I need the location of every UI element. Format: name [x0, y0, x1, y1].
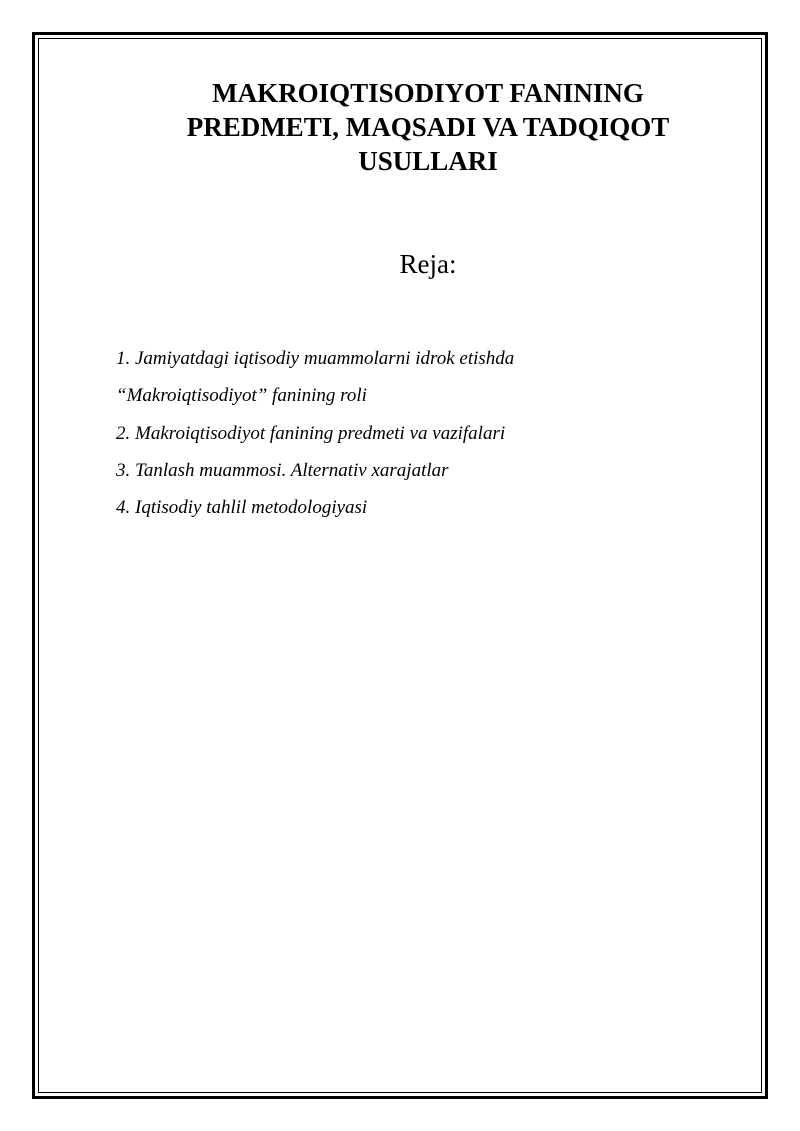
- title-line-1: MAKROIQTISODIYOT FANINING: [212, 78, 644, 108]
- plan-item-4: 4. Iqtisodiy tahlil metodologiyasi: [116, 497, 368, 519]
- document-title: [140, 76, 716, 178]
- title-line-2: PREDMETI, MAQSADI VA TADQIQOT: [186, 112, 670, 142]
- plan-heading: Reja:: [399, 249, 457, 279]
- plan-item-1-continued: “Makroiqtisodiyot” fanining roli: [116, 385, 367, 407]
- plan-item-2: 2. Makroiqtisodiyot fanining predmeti va vazifalari: [116, 422, 506, 444]
- page-border-inner: [38, 38, 762, 1093]
- title-line-3: USULLARI: [358, 146, 498, 176]
- plan-item-1: 1. Jamiyatdagi iqtisodiy muammolarni idrok etishda: [116, 348, 515, 369]
- plan-item-3: 3. Tanlash muammosi. Alternativ xarajatlar: [116, 459, 449, 481]
- plan-list: [116, 340, 736, 526]
